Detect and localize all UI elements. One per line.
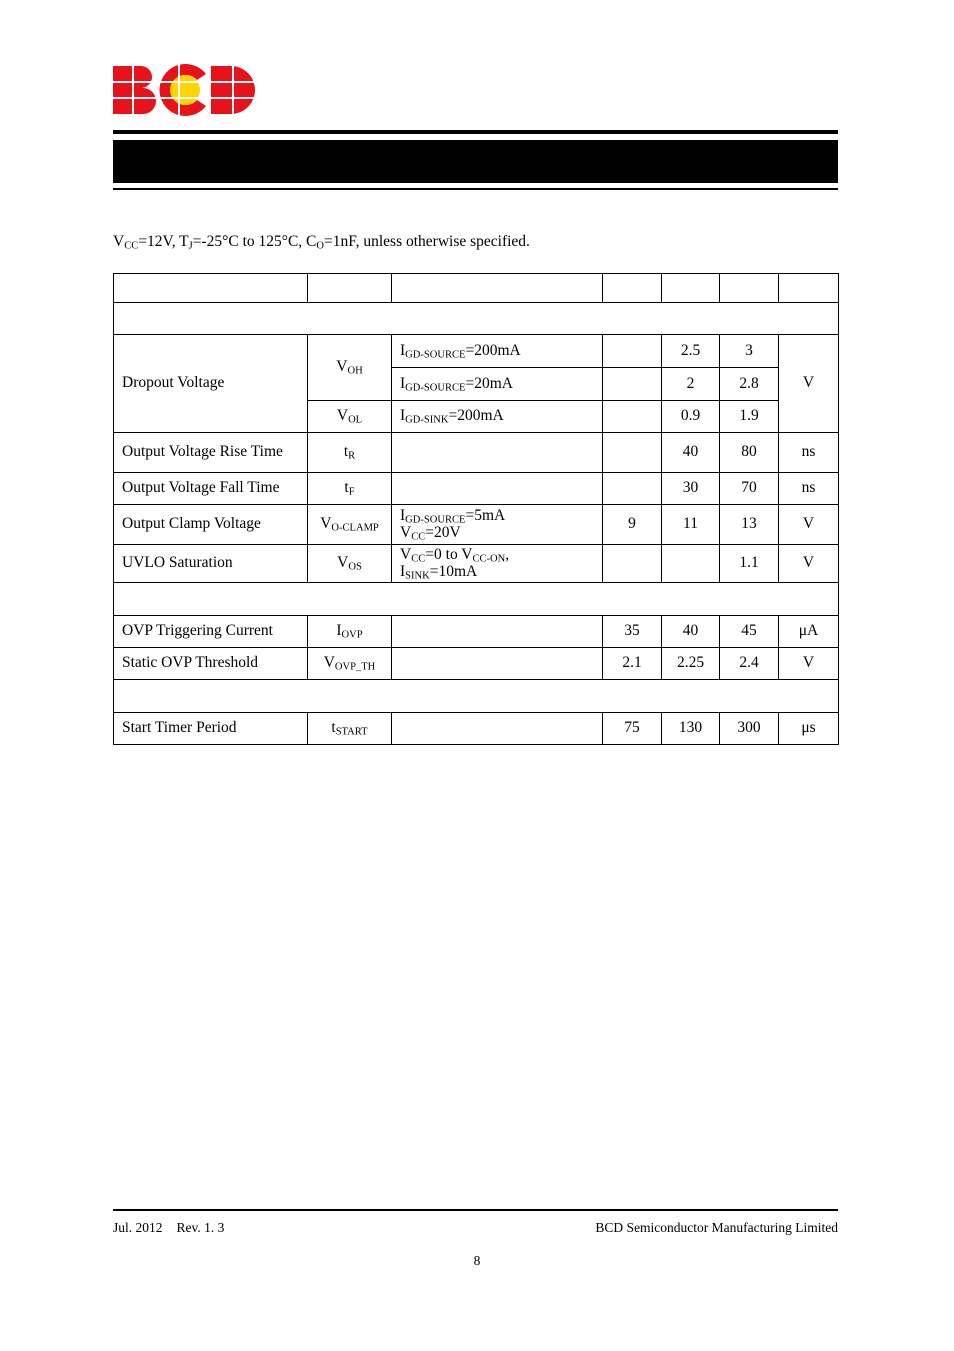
header-cell <box>603 274 662 303</box>
condition-cell <box>392 713 603 745</box>
table-row <box>114 713 839 745</box>
table-row <box>114 505 839 545</box>
min-cell: 9 <box>603 505 662 545</box>
min-cell <box>603 545 662 583</box>
max-cell: 2.4 <box>720 648 779 680</box>
unit-cell: V <box>779 648 839 680</box>
min-cell <box>603 368 662 401</box>
header-cell <box>114 274 308 303</box>
unit-cell: μA <box>779 616 839 648</box>
footer-revision: Rev. 1. 3 <box>176 1220 225 1235</box>
table-row <box>114 648 839 680</box>
condition-cell: $I_{GD-SOURCE}=5mA$ $V_{CC}=20V$ <box>392 505 603 545</box>
typ-cell: 0.9 <box>662 401 720 433</box>
symbol-cell: $t_F$ <box>308 473 392 505</box>
bcd-logo <box>113 64 255 116</box>
header-rule-thin <box>113 188 838 190</box>
symbol-cell: $I_{OVP}$ <box>308 616 392 648</box>
param-clamp-voltage: Output Clamp Voltage <box>114 505 308 545</box>
symbol-cell: $V_{O-CLAMP}$ <box>308 505 392 545</box>
param-uvlo-saturation: UVLO Saturation <box>114 545 308 583</box>
section-cell <box>114 303 839 335</box>
footer-company: BCD Semiconductor Manufacturing Limited <box>595 1220 838 1235</box>
max-cell: 2.8 <box>720 368 779 401</box>
condition-cell: $I_{GD-SOURCE}=200mA$ <box>392 335 603 368</box>
header-cell <box>779 274 839 303</box>
condition-cell <box>392 648 603 680</box>
header-cell <box>308 274 392 303</box>
param-ovp-current: OVP Triggering Current <box>114 616 308 648</box>
typ-cell: 30 <box>662 473 720 505</box>
symbol-voh: $V_{OH}$ <box>308 335 392 401</box>
max-cell: 1.1 <box>720 545 779 583</box>
unit-cell: μs <box>779 713 839 745</box>
test-conditions: $V_{CC}=12V$, $T_J=-25^\circ C$ to 125°C, $C_O=1nF$, unless otherwise specified. <box>113 233 530 252</box>
max-cell: 1.9 <box>720 401 779 433</box>
page-number: 8 <box>473 1253 481 1268</box>
section-row <box>114 583 839 616</box>
header-rule <box>113 130 838 134</box>
max-cell: 13 <box>720 505 779 545</box>
min-cell: 2.1 <box>603 648 662 680</box>
max-cell: 70 <box>720 473 779 505</box>
typ-cell: 40 <box>662 433 720 473</box>
symbol-cell: $V_{OVP\_TH}$ <box>308 648 392 680</box>
footer-date: Jul. 2012 <box>113 1220 163 1235</box>
param-ovp-threshold: Static OVP Threshold <box>114 648 308 680</box>
param-dropout-voltage: Dropout Voltage <box>114 335 308 433</box>
typ-cell: 11 <box>662 505 720 545</box>
symbol-cell: $V_{OS}$ <box>308 545 392 583</box>
unit-cell: V <box>779 335 839 433</box>
unit-cell: V <box>779 545 839 583</box>
typ-cell <box>662 545 720 583</box>
max-cell: 300 <box>720 713 779 745</box>
max-cell: 3 <box>720 335 779 368</box>
max-cell: 45 <box>720 616 779 648</box>
table-row <box>114 473 839 505</box>
condition-cell: $V_{CC}=0$ to $V_{CC-ON}$, $I_{SINK}=10mA$ <box>392 545 603 583</box>
footer-rule <box>113 1209 838 1211</box>
typ-cell: 2.25 <box>662 648 720 680</box>
header-banner <box>113 140 838 183</box>
min-cell: 35 <box>603 616 662 648</box>
condition-cell <box>392 616 603 648</box>
table-header-row <box>114 274 839 303</box>
typ-cell: 40 <box>662 616 720 648</box>
condition-cell: $I_{GD-SOURCE}=20mA$ <box>392 368 603 401</box>
max-cell: 80 <box>720 433 779 473</box>
min-cell: 75 <box>603 713 662 745</box>
section-row <box>114 303 839 335</box>
unit-cell: ns <box>779 433 839 473</box>
min-cell <box>603 401 662 433</box>
unit-cell: ns <box>779 473 839 505</box>
table-row <box>114 616 839 648</box>
table-row <box>114 433 839 473</box>
table-row <box>114 545 839 583</box>
footer-left <box>113 1220 224 1236</box>
section-cell <box>114 583 839 616</box>
symbol-vol: $V_{OL}$ <box>308 401 392 433</box>
typ-cell: 130 <box>662 713 720 745</box>
table-row <box>114 335 839 368</box>
header-cell <box>662 274 720 303</box>
min-cell <box>603 335 662 368</box>
symbol-cell: $t_R$ <box>308 433 392 473</box>
param-fall-time: Output Voltage Fall Time <box>114 473 308 505</box>
section-row <box>114 680 839 713</box>
header-cell <box>720 274 779 303</box>
typ-cell: 2 <box>662 368 720 401</box>
unit-cell: V <box>779 505 839 545</box>
min-cell <box>603 433 662 473</box>
min-cell <box>603 473 662 505</box>
param-start-timer: Start Timer Period <box>114 713 308 745</box>
section-cell <box>114 680 839 713</box>
symbol-cell: $t_{START}$ <box>308 713 392 745</box>
condition-cell <box>392 473 603 505</box>
param-rise-time: Output Voltage Rise Time <box>114 433 308 473</box>
typ-cell: 2.5 <box>662 335 720 368</box>
electrical-characteristics-table <box>113 273 839 745</box>
condition-cell <box>392 433 603 473</box>
condition-cell: $I_{GD-SINK}=200mA$ <box>392 401 603 433</box>
header-cell <box>392 274 603 303</box>
